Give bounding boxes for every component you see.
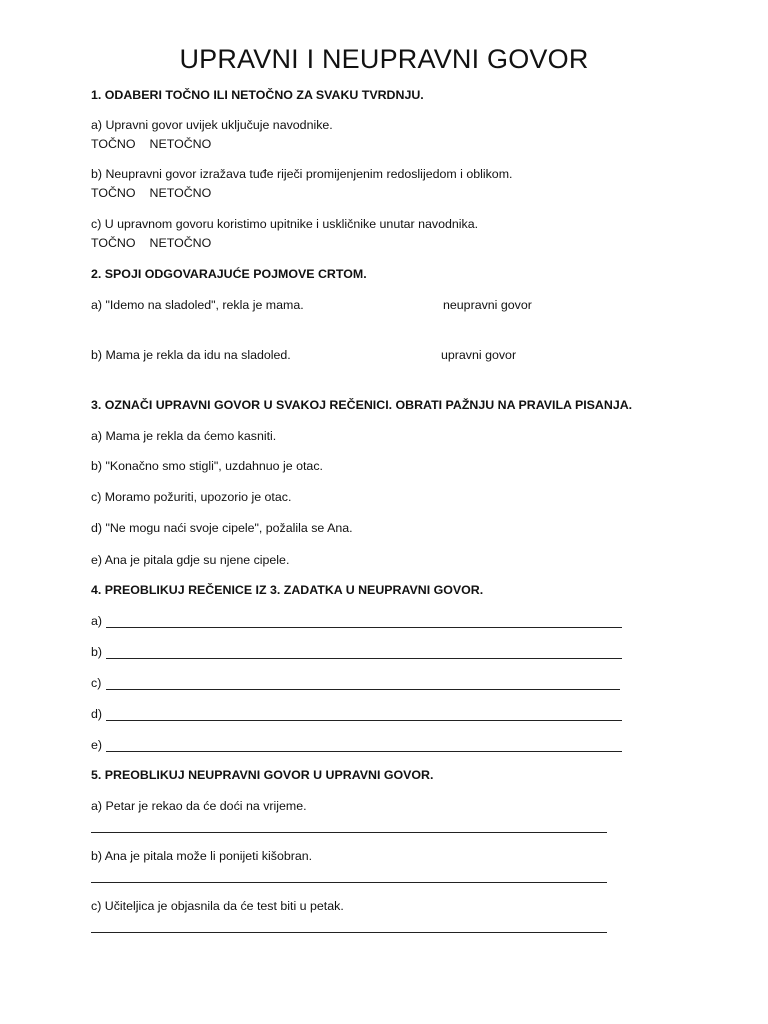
answer-line-d[interactable]	[106, 720, 622, 721]
true-option[interactable]: TOČNO	[91, 137, 136, 151]
task3-item-c[interactable]: c) Moramo požuriti, upozorio je otac.	[91, 490, 292, 504]
task4-heading: 4. PREOBLIKUJ REČENICE IZ 3. ZADATKA U NEUPRAVNI GOVOR.	[91, 583, 484, 597]
task3-item-b[interactable]: b) "Konačno smo stigli", uzdahnuo je otac.	[91, 459, 323, 473]
task2-right-1: neupravni govor	[443, 298, 532, 312]
page-title: UPRAVNI I NEUPRAVNI GOVOR	[179, 44, 589, 74]
task5-item-c: c) Učiteljica je objasnila da će test biti u petak.	[91, 899, 344, 913]
answer-line-c[interactable]	[106, 689, 620, 690]
task3-heading: 3. OZNAČI UPRAVNI GOVOR U SVAKOJ REČENICI. OBRATI PAŽNJU NA PRAVILA PISANJA.	[91, 398, 633, 412]
answer-line-5b[interactable]	[91, 882, 607, 883]
answer-line-a[interactable]	[106, 627, 622, 628]
task2-right-2: upravni govor	[441, 348, 517, 362]
true-option[interactable]: TOČNO	[91, 186, 136, 200]
task1-heading: 1. ODABERI TOČNO ILI NETOČNO ZA SVAKU TVRDNJU.	[91, 88, 424, 102]
task5-item-a: a) Petar je rekao da će doći na vrijeme.	[91, 799, 307, 813]
task4-label-c: c)	[91, 676, 102, 690]
false-option[interactable]: NETOČNO	[149, 137, 212, 151]
answer-line-5c[interactable]	[91, 932, 607, 933]
task1-item-b: b) Neupravni govor izražava tuđe riječi promijenjenim redoslijedom i oblikom.	[91, 167, 513, 181]
task4-label-d: d)	[91, 707, 103, 721]
task2-heading: 2. SPOJI ODGOVARAJUĆE POJMOVE CRTOM.	[91, 267, 367, 281]
task1-item-c: c) U upravnom govoru koristimo upitnike i uskličnike unutar navodnika.	[91, 217, 479, 231]
task5-item-b: b) Ana je pitala može li ponijeti kišobran.	[91, 849, 313, 863]
answer-line-5a[interactable]	[91, 832, 607, 833]
false-option[interactable]: NETOČNO	[149, 186, 212, 200]
task3-item-a[interactable]: a) Mama je rekla da ćemo kasniti.	[91, 429, 277, 443]
task1-choice-a[interactable]	[91, 137, 211, 151]
task1-choice-b[interactable]	[91, 186, 211, 200]
task3-item-e[interactable]: e) Ana je pitala gdje su njene cipele.	[91, 553, 290, 567]
task4-label-a: a)	[91, 614, 103, 628]
task2-left-a: a) "Idemo na sladoled", rekla je mama.	[91, 298, 304, 312]
task4-label-b: b)	[91, 645, 103, 659]
task1-choice-c[interactable]	[91, 236, 211, 250]
false-option[interactable]: NETOČNO	[149, 236, 212, 250]
answer-line-b[interactable]	[106, 658, 622, 659]
task5-heading: 5. PREOBLIKUJ NEUPRAVNI GOVOR U UPRAVNI GOVOR.	[91, 768, 434, 782]
task4-label-e: e)	[91, 738, 103, 752]
task1-item-a: a) Upravni govor uvijek uključuje navodnike.	[91, 118, 333, 132]
task3-item-d[interactable]: d) "Ne mogu naći svoje cipele", požalila se Ana.	[91, 521, 353, 535]
true-option[interactable]: TOČNO	[91, 236, 136, 250]
answer-line-e[interactable]	[106, 751, 622, 752]
task2-left-b: b) Mama je rekla da idu na sladoled.	[91, 348, 291, 362]
